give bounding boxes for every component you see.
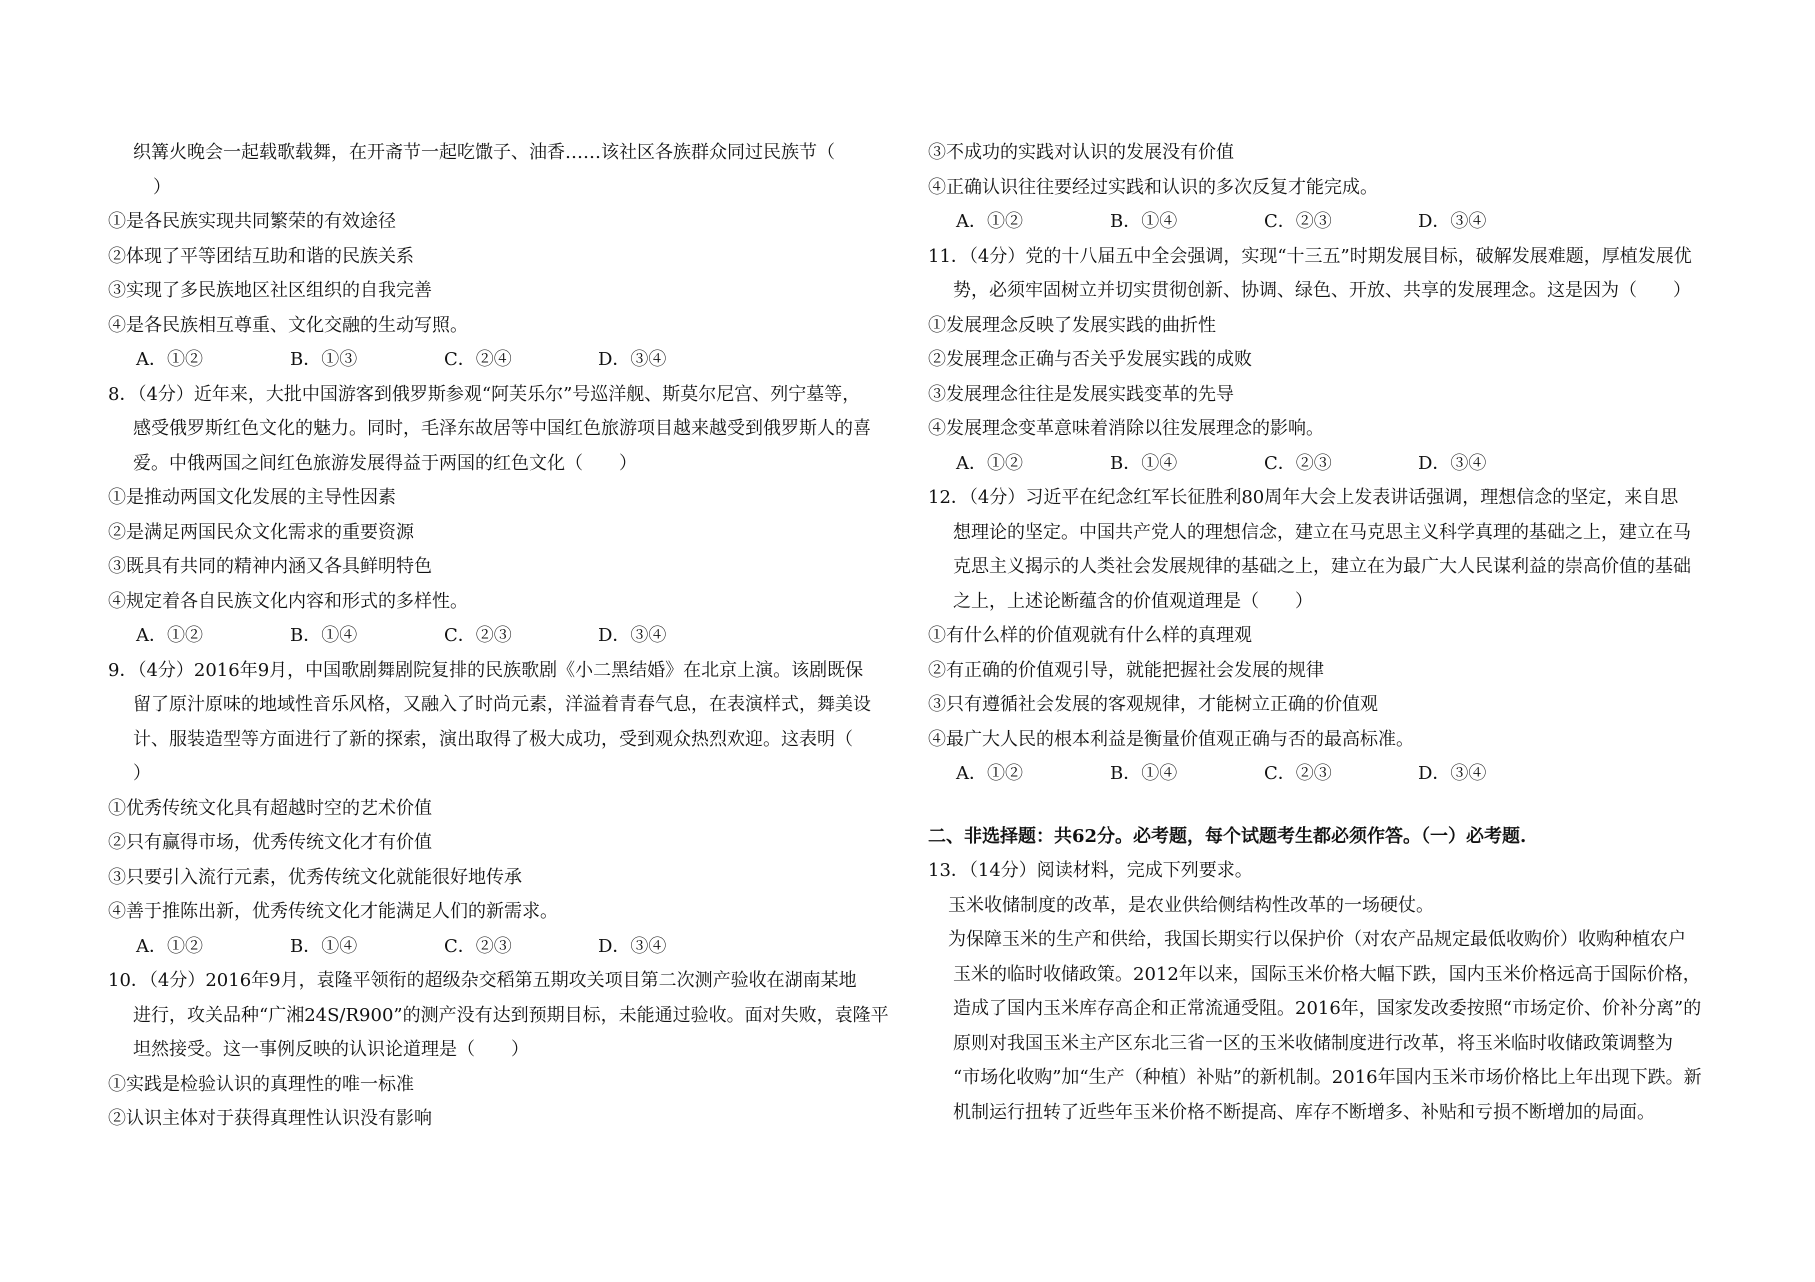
q7-stem-line: 织篝火晚会一起载歌载舞，在开斋节一起吃馓子、油香……该社区各族群众同过民族节（ — [133, 142, 835, 163]
choice-c: C．②④ — [444, 349, 512, 370]
q12-statement: ①有什么样的价值观就有什么样的真理观 — [928, 625, 1252, 646]
q11-choices — [928, 447, 1718, 482]
choice-d: D．③④ — [598, 935, 667, 957]
q12-statement: ③只有遵循社会发展的客观规律，才能树立正确的价值观 — [928, 694, 1378, 715]
q11-statement: ①发展理念反映了发展实践的曲折性 — [928, 314, 1216, 336]
q7-stem-line: ） — [153, 176, 171, 198]
choice-c: C．②③ — [1264, 211, 1332, 232]
choice-d: D．③④ — [598, 625, 667, 646]
q12-stem-line: 之上，上述论断蕴含的价值观道理是（ ） — [953, 590, 1313, 612]
choice-a: A．①② — [956, 211, 1023, 232]
q13-material: 原则对我国玉米主产区东北三省一区的玉米收储制度进行改革，将玉米临时收储政策调整为 — [953, 1032, 1673, 1054]
q9-statement: ②只有赢得市场，优秀传统文化才有价值 — [108, 832, 432, 853]
q8-stem-line: 感受俄罗斯红色文化的魅力。同时，毛泽东故居等中国红色旅游项目越来越受到俄罗斯人的喜 — [133, 418, 871, 439]
q8-stem-line: 8．（4分）近年来，大批中国游客到俄罗斯参观“阿芙乐尔”号巡洋舰、斯莫尔尼宫、列宁墓等， — [108, 383, 861, 405]
q11-stem-line: 势，必须牢固树立并切实贯彻创新、协调、绿色、开放、共享的发展理念。这是因为（ ） — [953, 280, 1691, 301]
choice-d: D．③④ — [598, 349, 667, 370]
q8-statement: ④规定着各自民族文化内容和形式的多样性。 — [108, 590, 468, 612]
q13-material: 玉米的临时收储政策。2012年以来，国际玉米价格大幅下跌，国内玉米价格远高于国际价格， — [953, 963, 1701, 985]
choice-a: A．①② — [956, 763, 1023, 784]
q13-material: 造成了国内玉米库存高企和正常流通受阻。2016年，国家发改委按照“市场定价、价补分离”的 — [953, 998, 1702, 1019]
choice-c: C．②③ — [444, 935, 512, 957]
q11-statement: ②发展理念正确与否关乎发展实践的成败 — [928, 349, 1252, 370]
q8-stem-line: 爱。中俄两国之间红色旅游发展得益于两国的红色文化（ ） — [133, 452, 637, 474]
q10-stem-line: 坦然接受。这一事例反映的认识论道理是（ ） — [133, 1039, 529, 1060]
left-column — [108, 136, 898, 1137]
q13-stem-line: 13．（14分）阅读材料，完成下列要求。 — [928, 860, 1253, 881]
choice-b: B．①④ — [1110, 452, 1178, 474]
q13-material: 机制运行扭转了近些年玉米价格不断提高、库存不断增多、补贴和亏损不断增加的局面。 — [953, 1101, 1655, 1123]
q12-statement: ②有正确的价值观引导，就能把握社会发展的规律 — [928, 659, 1324, 681]
q12-stem-line: 克思主义揭示的人类社会发展规律的基础之上，建立在为最广大人民谋利益的崇高价值的基础 — [953, 556, 1691, 577]
q12-choices — [928, 757, 1718, 792]
q7-statement: ③实现了多民族地区社区组织的自我完善 — [108, 280, 432, 301]
choice-c: C．②③ — [1264, 763, 1332, 784]
q11-statement: ④发展理念变革意味着消除以往发展理念的影响。 — [928, 418, 1324, 439]
choice-d: D．③④ — [1418, 211, 1487, 232]
q13-material: “市场化收购”加“生产（种植）补贴”的新机制。2016年国内玉米市场价格比上年出现下跌。新 — [953, 1067, 1702, 1088]
choice-b: B．①④ — [290, 935, 358, 957]
q13-material: 为保障玉米的生产和供给，我国长期实行以保护价（对农产品规定最低收购价）收购种植农户 — [948, 929, 1686, 950]
q9-statement: ④善于推陈出新，优秀传统文化才能满足人们的新需求。 — [108, 901, 558, 922]
q7-statement: ②体现了平等团结互助和谐的民族关系 — [108, 245, 414, 267]
choice-a: A．①② — [956, 452, 1023, 474]
q7-statement: ①是各民族实现共同繁荣的有效途径 — [108, 211, 396, 232]
q10-choices — [928, 205, 1718, 240]
q13-material: 玉米收储制度的改革，是农业供给侧结构性改革的一场硬仗。 — [948, 894, 1434, 916]
q8-statement: ②是满足两国民众文化需求的重要资源 — [108, 521, 414, 543]
right-column — [928, 136, 1718, 1130]
q9-statement: ③只要引入流行元素，优秀传统文化就能很好地传承 — [108, 866, 522, 888]
choice-b: B．①④ — [1110, 211, 1178, 232]
q9-stem-line: 留了原汁原味的地域性音乐风格，又融入了时尚元素，洋溢着青春气息，在表演样式，舞美设 — [133, 694, 871, 715]
q12-statement: ④最广大人民的根本利益是衡量价值观正确与否的最高标准。 — [928, 728, 1414, 750]
choice-b: B．①③ — [290, 349, 358, 370]
q8-statement: ③既具有共同的精神内涵又各具鲜明特色 — [108, 556, 432, 577]
q8-choices — [108, 619, 898, 654]
q8-statement: ①是推动两国文化发展的主导性因素 — [108, 487, 396, 508]
q10-statement: ①实践是检验认识的真理性的唯一标准 — [108, 1073, 414, 1095]
q12-stem-line: 12．（4分）习近平在纪念红军长征胜利80周年大会上发表讲话强调，理想信念的坚定，来自思 — [928, 487, 1679, 508]
q10-statement: ④正确认识往往要经过实践和认识的多次反复才能完成。 — [928, 176, 1378, 198]
q10-statement: ②认识主体对于获得真理性认识没有影响 — [108, 1108, 432, 1129]
q11-stem-line: 11．（4分）党的十八届五中全会强调，实现“十三五”时期发展目标，破解发展难题，厚植发展优 — [928, 245, 1692, 267]
q10-stem-line: 10．（4分）2016年9月，袁隆平领衔的超级杂交稻第五期攻关项目第二次测产验收在湖南某地 — [108, 970, 857, 991]
q10-stem-line: 进行，攻关品种“广湘24S/R900”的测产没有达到预期目标，未能通过验收。面对失败，袁隆平 — [133, 1004, 889, 1026]
choice-a: A．①② — [136, 935, 203, 957]
q9-statement: ①优秀传统文化具有超越时空的艺术价值 — [108, 797, 432, 819]
choice-d: D．③④ — [1418, 763, 1487, 784]
choice-b: B．①④ — [1110, 763, 1178, 784]
q7-choices — [108, 343, 898, 378]
choice-a: A．①② — [136, 625, 203, 646]
q12-stem-line: 想理论的坚定。中国共产党人的理想信念，建立在马克思主义科学真理的基础之上，建立在马 — [953, 521, 1691, 543]
q9-stem-line: ） — [133, 763, 151, 784]
q9-stem-line: 9．（4分）2016年9月，中国歌剧舞剧院复排的民族歌剧《小二黑结婚》在北京上演。该剧既保 — [108, 659, 864, 681]
q9-choices — [108, 930, 898, 965]
choice-a: A．①② — [136, 349, 203, 370]
section-heading: 二、非选择题：共62分。必考题，每个试题考生都必须作答。（一）必考题. — [928, 825, 1527, 847]
q9-stem-line: 计、服装造型等方面进行了新的探索，演出取得了极大成功，受到观众热烈欢迎。这表明（ — [133, 728, 853, 750]
q11-statement: ③发展理念往往是发展实践变革的先导 — [928, 383, 1234, 405]
choice-c: C．②③ — [444, 625, 512, 646]
q10-statement: ③不成功的实践对认识的发展没有价值 — [928, 142, 1234, 163]
choice-c: C．②③ — [1264, 452, 1332, 474]
choice-d: D．③④ — [1418, 452, 1487, 474]
choice-b: B．①④ — [290, 625, 358, 646]
q7-statement: ④是各民族相互尊重、文化交融的生动写照。 — [108, 314, 468, 336]
